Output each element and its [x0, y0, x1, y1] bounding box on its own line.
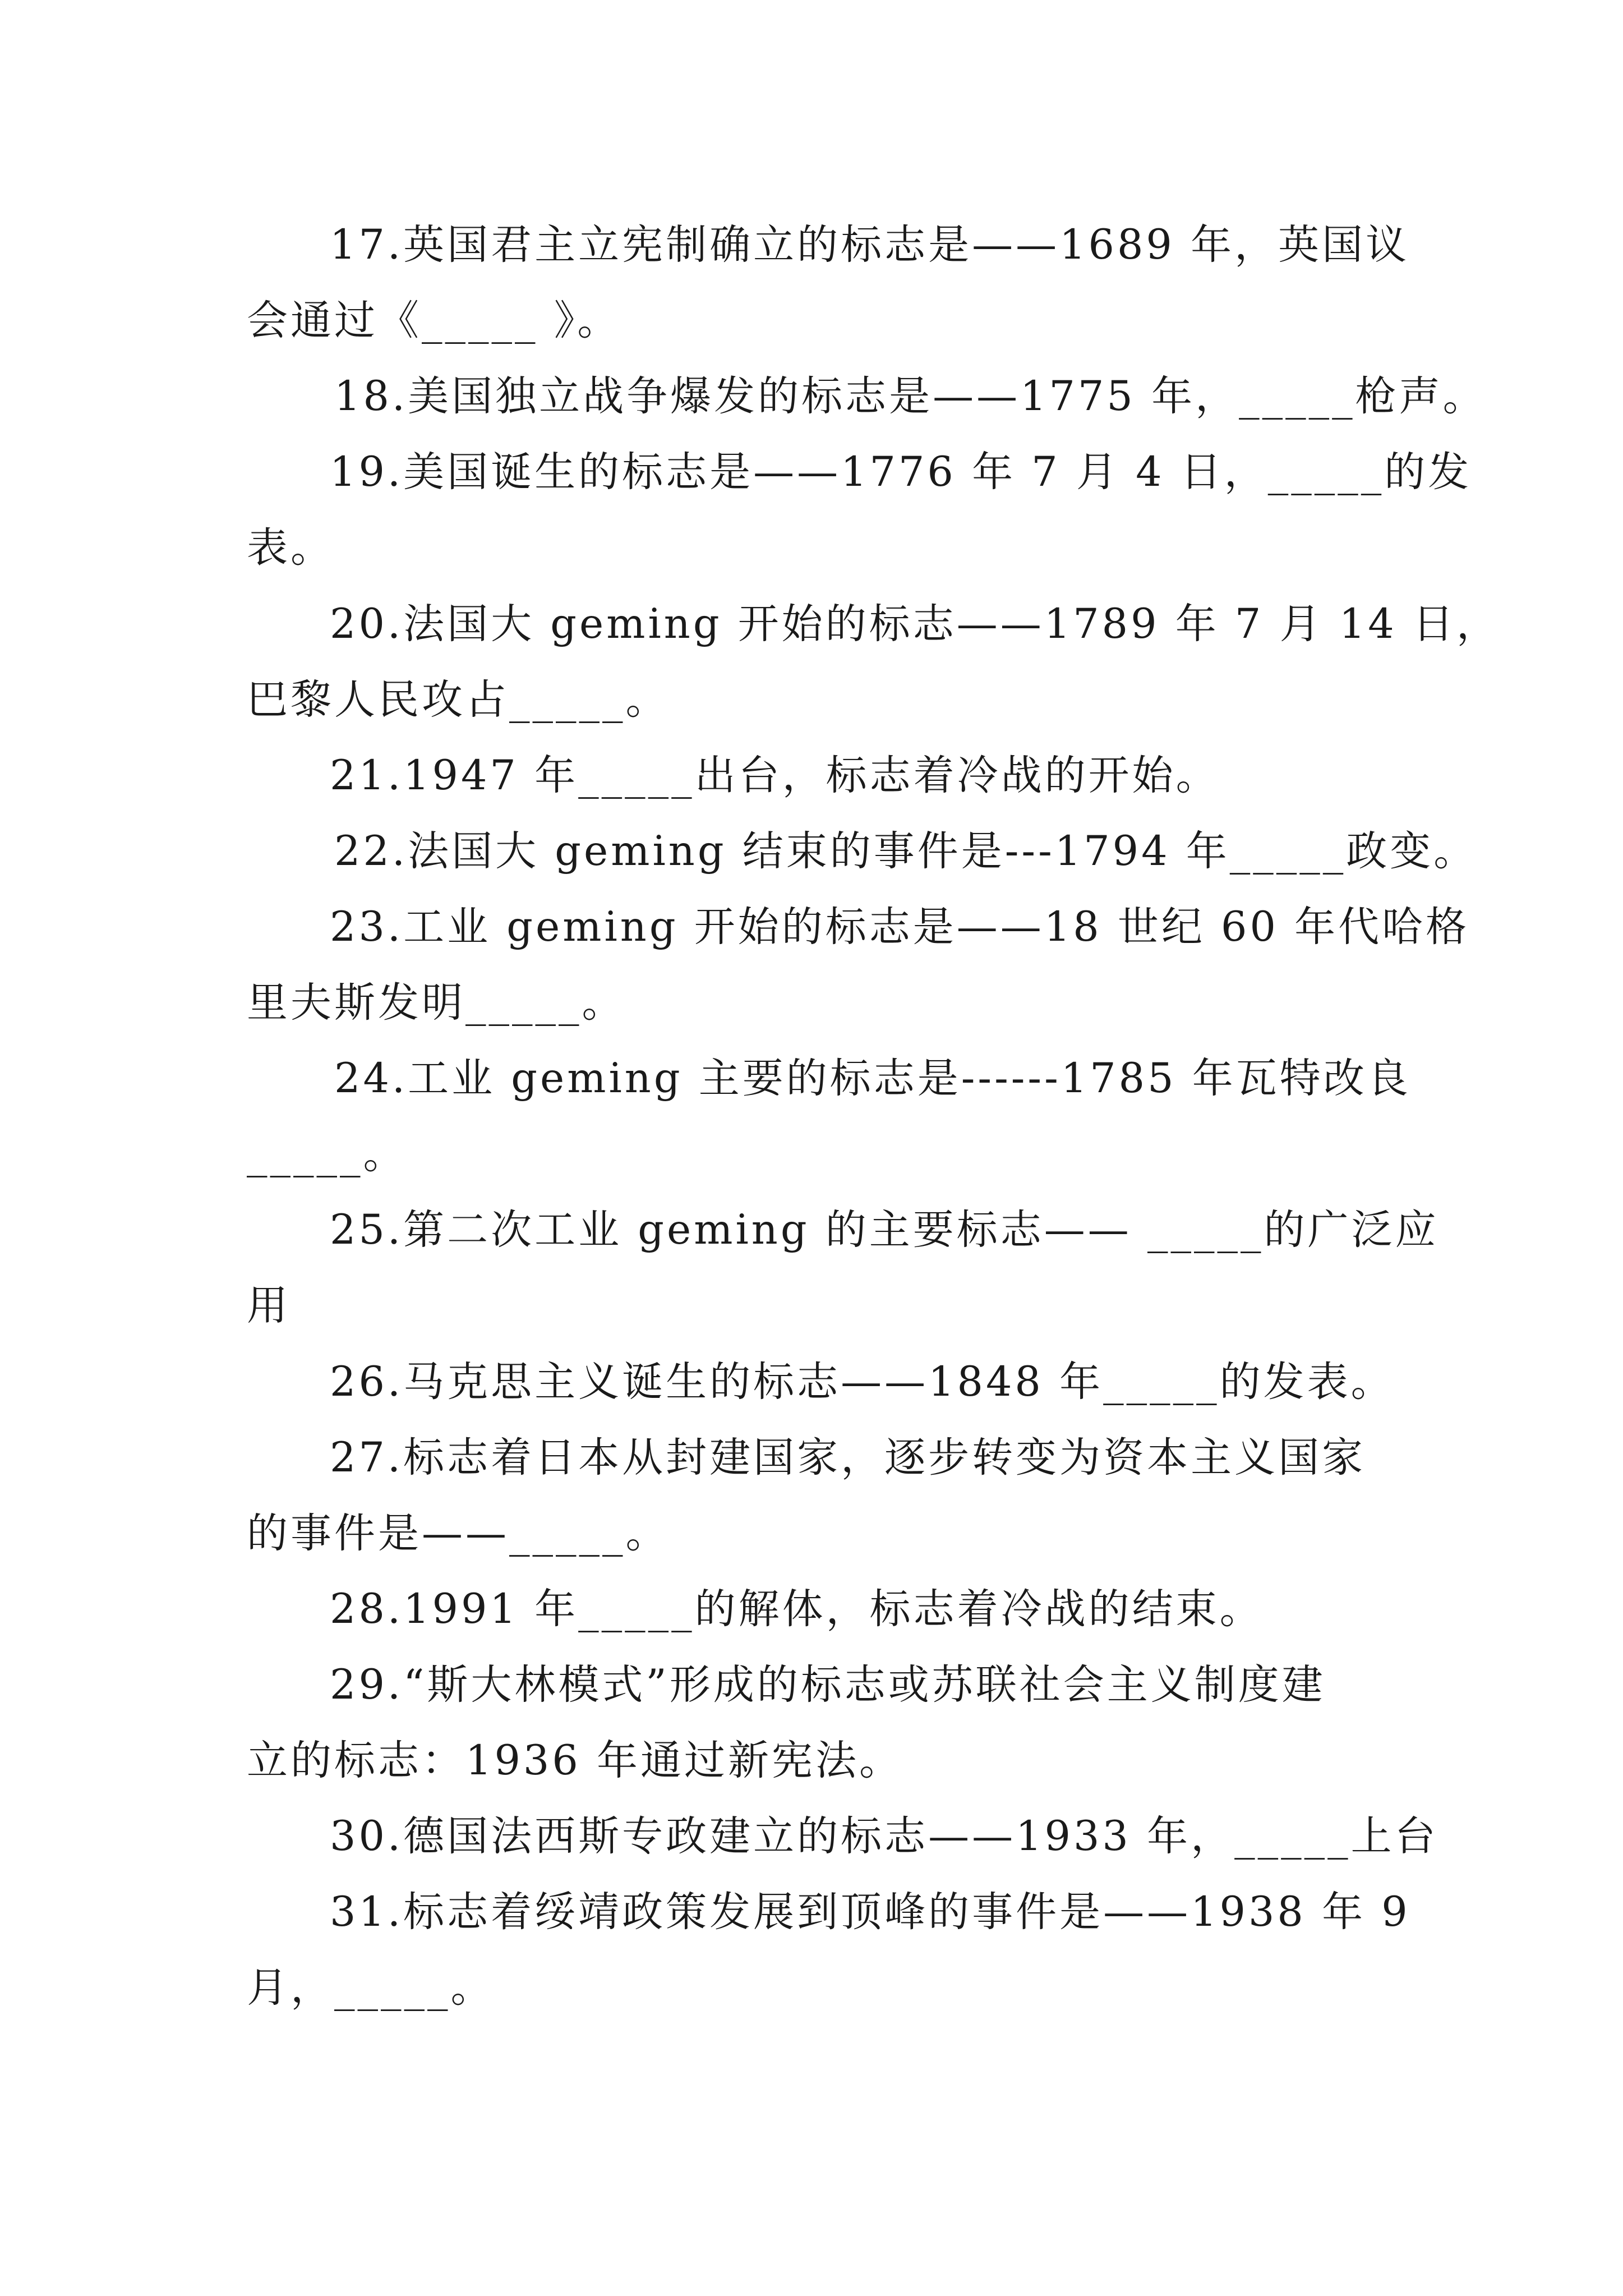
- question-27-line-2: 的事件是——_____。: [247, 1510, 670, 1557]
- question-17-line-2: 会通过《_____ 》。: [247, 297, 621, 344]
- question-19-line-2: 表。: [247, 524, 334, 572]
- question-22-line-1: 22.法国大 geming 结束的事件是---1794 年_____政变。: [334, 827, 1478, 875]
- question-24-line-1: 24.工业 geming 主要的标志是------1785 年瓦特改良: [334, 1055, 1411, 1102]
- question-17-line-1: 17.英国君主立宪制确立的标志是——1689 年，英国议: [330, 221, 1410, 269]
- question-31-line-2: 月，_____。: [247, 1964, 495, 2012]
- question-31-line-1: 31.标志着绥靖政策发展到顶峰的事件是——1938 年 9: [330, 1888, 1410, 1936]
- question-26-line-1: 26.马克思主义诞生的标志——1848 年_____的发表。: [330, 1358, 1395, 1406]
- question-23-line-2: 里夫斯发明_____。: [247, 979, 626, 1027]
- question-29-line-2: 立的标志：1936 年通过新宪法。: [247, 1737, 903, 1784]
- question-25-line-1: 25.第二次工业 geming 的主要标志—— _____的广泛应: [330, 1206, 1439, 1254]
- question-28-line-1: 28.1991 年_____的解体，标志着冷战的结束。: [330, 1585, 1264, 1633]
- question-23-line-1: 23.工业 geming 开始的标志是——18 世纪 60 年代哈格: [330, 903, 1470, 951]
- question-30-line-1: 30.德国法西斯专政建立的标志——1933 年，_____上台: [330, 1812, 1438, 1860]
- question-21-line-1: 21.1947 年_____出台，标志着冷战的开始。: [330, 752, 1220, 799]
- question-18-line-1: 18.美国独立战争爆发的标志是——1775 年，_____枪声。: [334, 372, 1487, 420]
- question-25-line-2: 用: [247, 1282, 291, 1329]
- question-27-line-1: 27.标志着日本从封建国家，逐步转变为资本主义国家: [330, 1434, 1366, 1481]
- question-19-line-1: 19.美国诞生的标志是——1776 年 7 月 4 日，_____的发: [330, 448, 1472, 496]
- question-29-line-1: 29.“斯大林模式”形成的标志或苏联社会主义制度建: [330, 1661, 1326, 1709]
- question-24-line-2: _____。: [247, 1130, 407, 1178]
- question-20-line-1: 20.法国大 geming 开始的标志——1789 年 7 月 14 日，: [330, 600, 1500, 648]
- question-20-line-2: 巴黎人民攻占_____。: [247, 676, 670, 724]
